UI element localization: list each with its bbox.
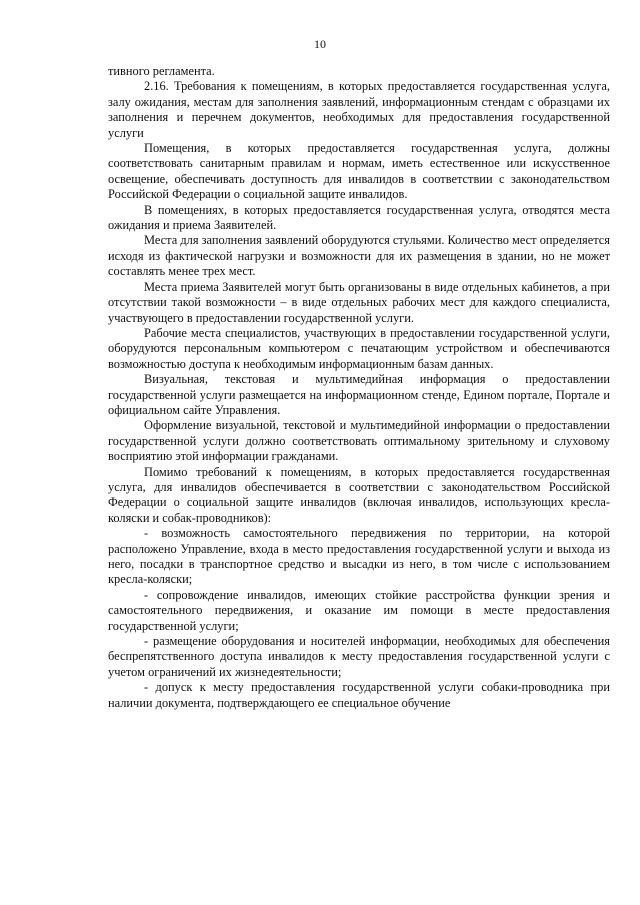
list-item: - возможность самостоятельного передвижения по территории, на которой расположено Управление, входа в место предоставления государственной услуги и выхода из него, посадки в транспортное средство и высадки из него, в том числе с использованием кресла-коляски; <box>108 526 610 587</box>
paragraph: Помимо требований к помещениям, в которых предоставляется государственная услуга, для инвалидов обеспечивается в соответствии с законодательством Российской Федерации о социальной защите инвалидов (включая инвалидов, использующих кресла-коляски и собак-проводников): <box>108 464 610 525</box>
list-item: - допуск к месту предоставления государственной услуги собаки-проводника при наличии документа, подтверждающего ее специальное обучение <box>108 680 610 710</box>
page-number: 10 <box>314 37 326 51</box>
paragraph: Оформление визуальной, текстовой и мультимедийной информации о предоставлении государственной услуги должно соответствовать оптимальному зрительному и слуховому восприятию этой информации гражданами. <box>108 418 610 464</box>
paragraph: Места для заполнения заявлений оборудуются стульями. Количество мест определяется исходя из фактической нагрузки и возможности для их размещения в здании, но не может составлять менее трех мест. <box>108 233 611 279</box>
paragraph: Визуальная, текстовая и мультимедийная информация о предоставлении государственной услуги размещается на информационном стенде, Едином портале, Портале и официальном сайте Управления. <box>108 372 610 417</box>
list-item: - сопровождение инвалидов, имеющих стойкие расстройства функции зрения и самостоятельного передвижения, и оказание им помощи в месте предоставления государственной услуги; <box>108 587 610 633</box>
paragraph: 2.16. Требования к помещениям, в которых предоставляется государственная услуга, залу ожидания, местам для заполнения заявлений, информационным стендам с образцами их заполнения и перечнем документов, необходимых для предоставления государственной услуги <box>108 79 610 140</box>
paragraph: Помещения, в которых предоставляется государственная услуга, должны соответствовать санитарным правилам и нормам, иметь естественное или искусственное освещение, обеспечивать доступность для инвалидов в соответствии с законодательством Российской Федерации о социальной защите инвалидов. <box>108 141 610 202</box>
list-item: - размещение оборудования и носителей информации, необходимых для обеспечения беспрепятственного доступа инвалидов к месту предоставления государственной услуги с учетом ограничений их жизнедеятельности; <box>108 634 610 679</box>
paragraph: В помещениях, в которых предоставляется государственная услуга, отводятся места ожидания и приема Заявителей. <box>108 202 610 233</box>
document-body <box>108 64 610 711</box>
paragraph: Места приема Заявителей могут быть организованы в виде отдельных кабинетов, а при отсутствии такой возможности – в виде отдельных рабочих мест для каждого специалиста, участвующего в предоставлении государственной услуги. <box>108 279 610 325</box>
paragraph: тивного регламента. <box>108 64 215 78</box>
paragraph: Рабочие места специалистов, участвующих в предоставлении государственной услуги, оборудуются персональным компьютером с печатающим устройством и обеспечиваются возможностью доступа к необходимым информационным базам данных. <box>108 325 610 371</box>
